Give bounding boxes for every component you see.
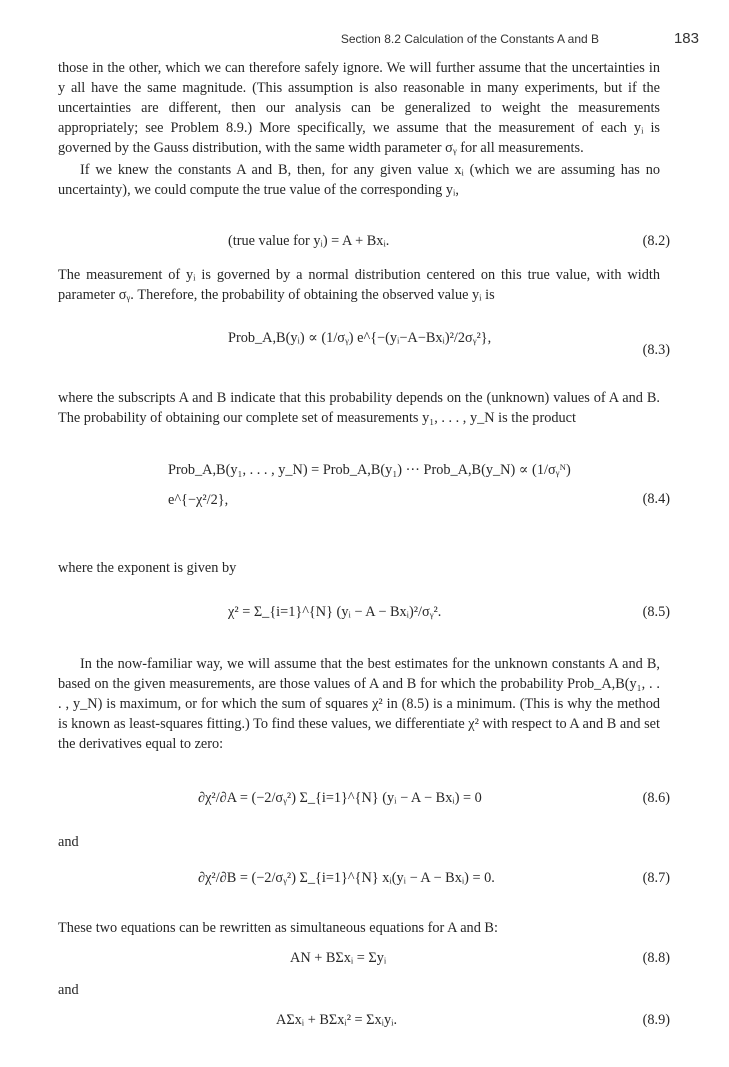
equation-number-8-6: (8.6): [642, 790, 670, 806]
paragraph-9: and: [58, 982, 79, 998]
equation-8-9-body: AΣxᵢ + BΣxᵢ² = Σxᵢyᵢ.: [276, 1012, 398, 1028]
equation-number-8-8: (8.8): [642, 950, 670, 966]
equation-8-7-body: ∂χ²/∂B = (−2/σᵧ²) Σ_{i=1}^{N} xᵢ(yᵢ − A − Bxᵢ) = 0.: [198, 870, 495, 886]
equation-8-6: [58, 778, 670, 822]
paragraph-6: In the now-familiar way, we will assume that the best estimates for the unknown constants A and B, based on the given measurements, are those values of A and B for which the probability Prob_A,B(y₁, . . . , y_N) is maximum, or for which the sum of squares χ² in (8.5) is a minimum. (This is why the method is known as least-squares fitting.) To find these values, we differentiate χ² with respect to A and B and set the derivatives equal to zero:: [58, 656, 660, 752]
paragraph-4: where the subscripts A and B indicate that this probability depends on the (unknown) values of A and B. The probability of obtaining our complete set of measurements y₁, . . . , y_N is the product: [58, 390, 660, 426]
equation-8-3-body: Prob_A,B(yᵢ) ∝ (1/σᵧ) e^{−(yᵢ−A−Bxᵢ)²/2σᵧ²},: [228, 330, 492, 346]
equation-8-8-body: AN + BΣxᵢ = Σyᵢ: [290, 950, 387, 966]
page-number: 183: [673, 30, 699, 47]
equation-8-2: [58, 233, 670, 255]
equation-8-6-body: ∂χ²/∂A = (−2/σᵧ²) Σ_{i=1}^{N} (yᵢ − A − Bxᵢ) = 0: [198, 790, 482, 806]
equation-number-8-9: (8.9): [642, 1012, 670, 1028]
equation-number-8-5: (8.5): [642, 604, 670, 620]
paragraph-2: If we knew the constants A and B, then, for any given value xᵢ (which we are assuming has no uncertainty), we could compute the true value of the corresponding yᵢ,: [58, 162, 660, 198]
equation-8-8: [58, 950, 670, 972]
paragraph-1: those in the other, which we can therefore safely ignore. We will further assume that the uncertainties in y all have the same magnitude. (This assumption is also reasonable in many experiments, but if the uncertainties are different, then our analysis can be generalized to weight the measurements appropriately; see Problem 8.9.) More specifically, we assume that the measurement of each yᵢ is governed by the Gauss distribution, with the same width parameter σᵧ for all measurements.: [58, 60, 660, 156]
paragraph-3: The measurement of yᵢ is governed by a normal distribution centered on this true value, with width parameter σᵧ. Therefore, the probability of obtaining the observed value yᵢ is: [58, 267, 660, 303]
equation-8-5-body: χ² = Σ_{i=1}^{N} (yᵢ − A − Bxᵢ)²/σᵧ².: [228, 604, 442, 620]
equation-8-2-body: (true value for yᵢ) = A + Bxᵢ.: [228, 233, 390, 249]
equation-8-4: [58, 455, 670, 535]
paragraph-8: These two equations can be rewritten as simultaneous equations for A and B:: [58, 920, 498, 936]
paragraph-7: and: [58, 834, 79, 850]
section-title: Section 8.2 Calculation of the Constants A and B: [340, 32, 599, 46]
running-head: [0, 30, 729, 52]
equation-8-7: [58, 858, 670, 902]
equation-number-8-7: (8.7): [642, 870, 670, 886]
paragraph-5: where the exponent is given by: [58, 560, 237, 576]
equation-number-8-4: (8.4): [642, 491, 670, 507]
equation-8-5: [58, 592, 670, 640]
equation-8-3: [58, 330, 670, 374]
equation-8-4-body: Prob_A,B(y₁, . . . , y_N) = Prob_A,B(y₁) ··· Prob_A,B(y_N) ∝ (1/σᵧᴺ) e^{−χ²/2},: [168, 462, 571, 508]
equation-8-9: [58, 1012, 670, 1034]
equation-number-8-2: (8.2): [642, 233, 670, 249]
equation-number-8-3: (8.3): [642, 342, 670, 358]
